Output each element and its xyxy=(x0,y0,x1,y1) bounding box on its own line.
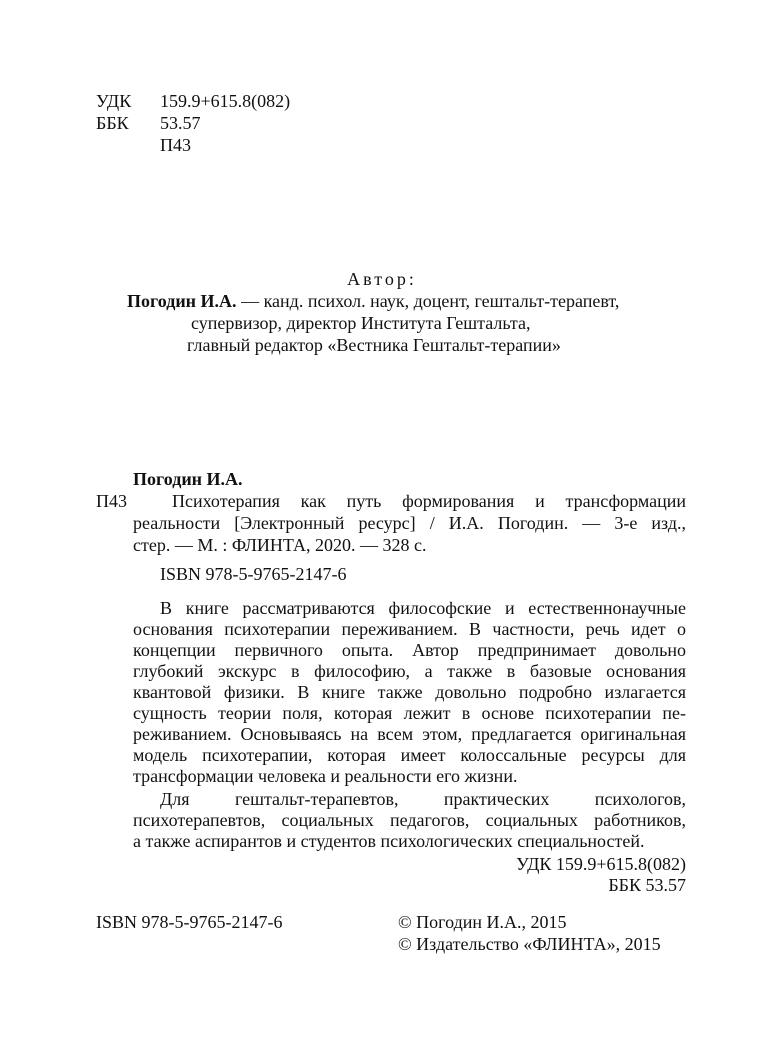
catalog-isbn: ISBN 978-5-9765-2147-6 xyxy=(160,564,347,584)
copyright-author: © Погодин И.А., 2015 xyxy=(398,912,567,932)
annotation-line: глубокий экскурс в философию, а также в базовые основания xyxy=(133,661,686,681)
annotation-line: реживанием. Основываясь на всем этом, предлагается оригинальная xyxy=(133,724,686,744)
author-heading: Автор: xyxy=(347,269,417,289)
udk-value: 159.9+615.8(082) xyxy=(160,91,291,111)
annotation-line: трансформации человека и реальности его жизни. xyxy=(133,766,518,786)
bbk-value: 53.57 xyxy=(160,113,201,133)
footer-isbn: ISBN 978-5-9765-2147-6 xyxy=(96,912,283,932)
author-line-1 xyxy=(127,292,619,310)
annotation-line: модель психотерапии, которая имеет колоссальные ресурсы для xyxy=(133,745,686,765)
annotation-bbk: ББК 53.57 xyxy=(608,875,686,895)
annotation-line: сущность теории поля, которая лежит в основе психотерапии пе- xyxy=(133,703,686,723)
audience-line: а также аспирантов и студентов психологических специальностей. xyxy=(133,831,645,851)
annotation-line: В книге рассматриваются философские и естественнонаучные xyxy=(160,598,686,618)
author-name: Погодин И.А. xyxy=(127,291,237,311)
catalog-desc-line-2: реальности [Электронный ресурс] / И.А. Погодин. — 3-е изд., xyxy=(133,513,686,533)
annotation-line: основания психотерапии переживанием. В частности, речь идет о xyxy=(133,619,686,639)
author-line-2: супервизор, директор Института Гештальта, xyxy=(191,313,531,333)
catalog-desc-line-3: стер. — М. : ФЛИНТА, 2020. — 328 с. xyxy=(133,535,427,555)
catalog-mark: П43 xyxy=(96,491,127,511)
annotation-line: концепции первичного опыта. Автор предпринимает довольно xyxy=(133,640,686,660)
author-mark: П43 xyxy=(160,135,191,155)
catalog-author: Погодин И.А. xyxy=(133,469,243,489)
catalog-desc-line-1: Психотерапия как путь формирования и трансформации xyxy=(172,491,686,511)
bbk-label: ББК xyxy=(96,113,129,133)
audience-line: психотерапевтов, социальных педагогов, социальных работников, xyxy=(133,810,686,830)
udk-label: УДК xyxy=(96,91,132,111)
audience-line: Для гештальт-терапевтов, практических психологов, xyxy=(160,789,686,809)
author-credentials: — канд. психол. наук, доцент, гештальт-терапевт, xyxy=(236,291,620,311)
copyright-publisher: © Издательство «ФЛИНТА», 2015 xyxy=(398,934,661,954)
author-line-3: главный редактор «Вестника Гештальт-терапии» xyxy=(187,335,561,355)
annotation-line: квантовой физики. В книге также довольно подробно излагается xyxy=(133,682,686,702)
annotation-udk: УДК 159.9+615.8(082) xyxy=(516,854,686,874)
